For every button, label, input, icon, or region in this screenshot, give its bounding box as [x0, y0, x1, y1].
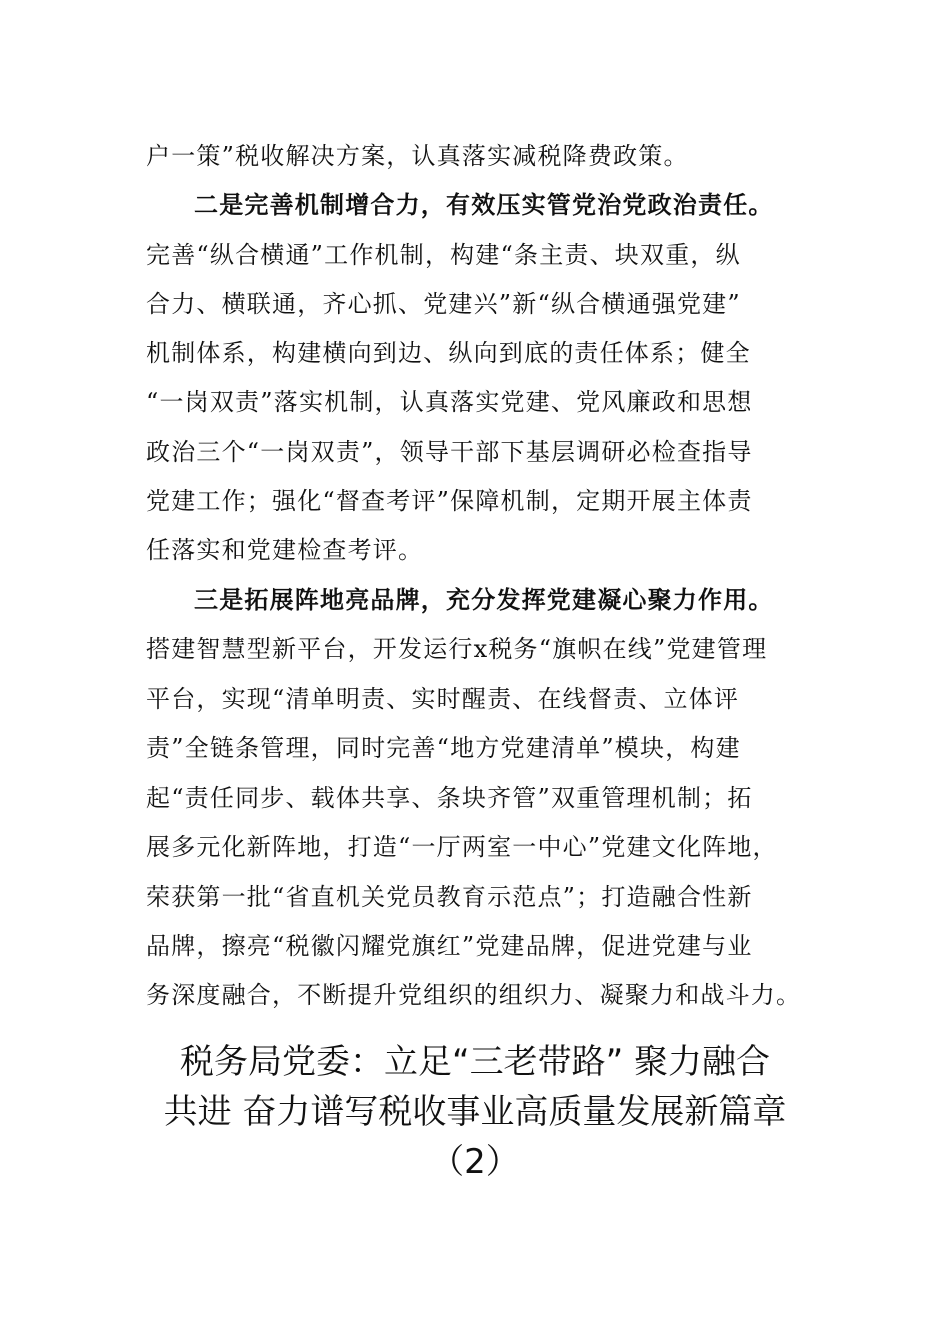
- title-line: 共进 奋力谱写税收事业高质量发展新篇章: [163, 1092, 787, 1132]
- paragraph-line: 机制体系，构建横向到边、纵向到底的责任体系；健全: [146, 339, 751, 367]
- paragraph-line: 搭建智慧型新平台，开发运行x税务“旗帜在线”党建管理: [146, 635, 768, 663]
- paragraph-line: 务深度融合，不断提升党组织的组织力、凝聚力和战斗力。: [146, 981, 802, 1009]
- paragraph-line: 起“责任同步、载体共享、条块齐管”双重管理机制；拓: [146, 784, 753, 812]
- title-line: （2）: [430, 1142, 520, 1182]
- paragraph-line: 党建工作；强化“督查考评”保障机制，定期开展主体责: [146, 487, 753, 515]
- paragraph-line: 展多元化新阵地，打造“一厅两室一中心”党建文化阵地，: [146, 833, 778, 861]
- paragraph-heading: 三是拓展阵地亮品牌，充分发挥党建凝心聚力作用。: [194, 585, 774, 614]
- paragraph-line: “一岗双责”落实机制，认真落实党建、党风廉政和思想: [146, 388, 753, 416]
- paragraph-line: 政治三个“一岗双责”，领导干部下基层调研必检查指导: [146, 438, 753, 466]
- paragraph-line: 品牌，擦亮“税徽闪耀党旗红”党建品牌，促进党建与业: [146, 932, 753, 960]
- paragraph-line: 任落实和党建检查考评。: [146, 536, 424, 564]
- title-line: 税务局党委：立足“三老带路” 聚力融合: [179, 1042, 771, 1082]
- paragraph-line: 合力、横联通，齐心抓、党建兴”新“纵合横通强党建”: [146, 290, 741, 318]
- paragraph-line: 荣获第一批“省直机关党员教育示范点”；打造融合性新: [146, 883, 753, 911]
- paragraph-line: 平台，实现“清单明责、实时醒责、在线督责、立体评: [146, 685, 740, 713]
- paragraph-heading: 二是完善机制增合力，有效压实管党治党政治责任。: [194, 190, 774, 219]
- paragraph-line: 户一策”税收解决方案，认真落实减税降费政策。: [146, 142, 689, 170]
- paragraph-line: 责”全链条管理，同时完善“地方党建清单”模块，构建: [146, 734, 741, 762]
- paragraph-line: 完善“纵合横通”工作机制，构建“条主责、块双重，纵: [146, 241, 741, 269]
